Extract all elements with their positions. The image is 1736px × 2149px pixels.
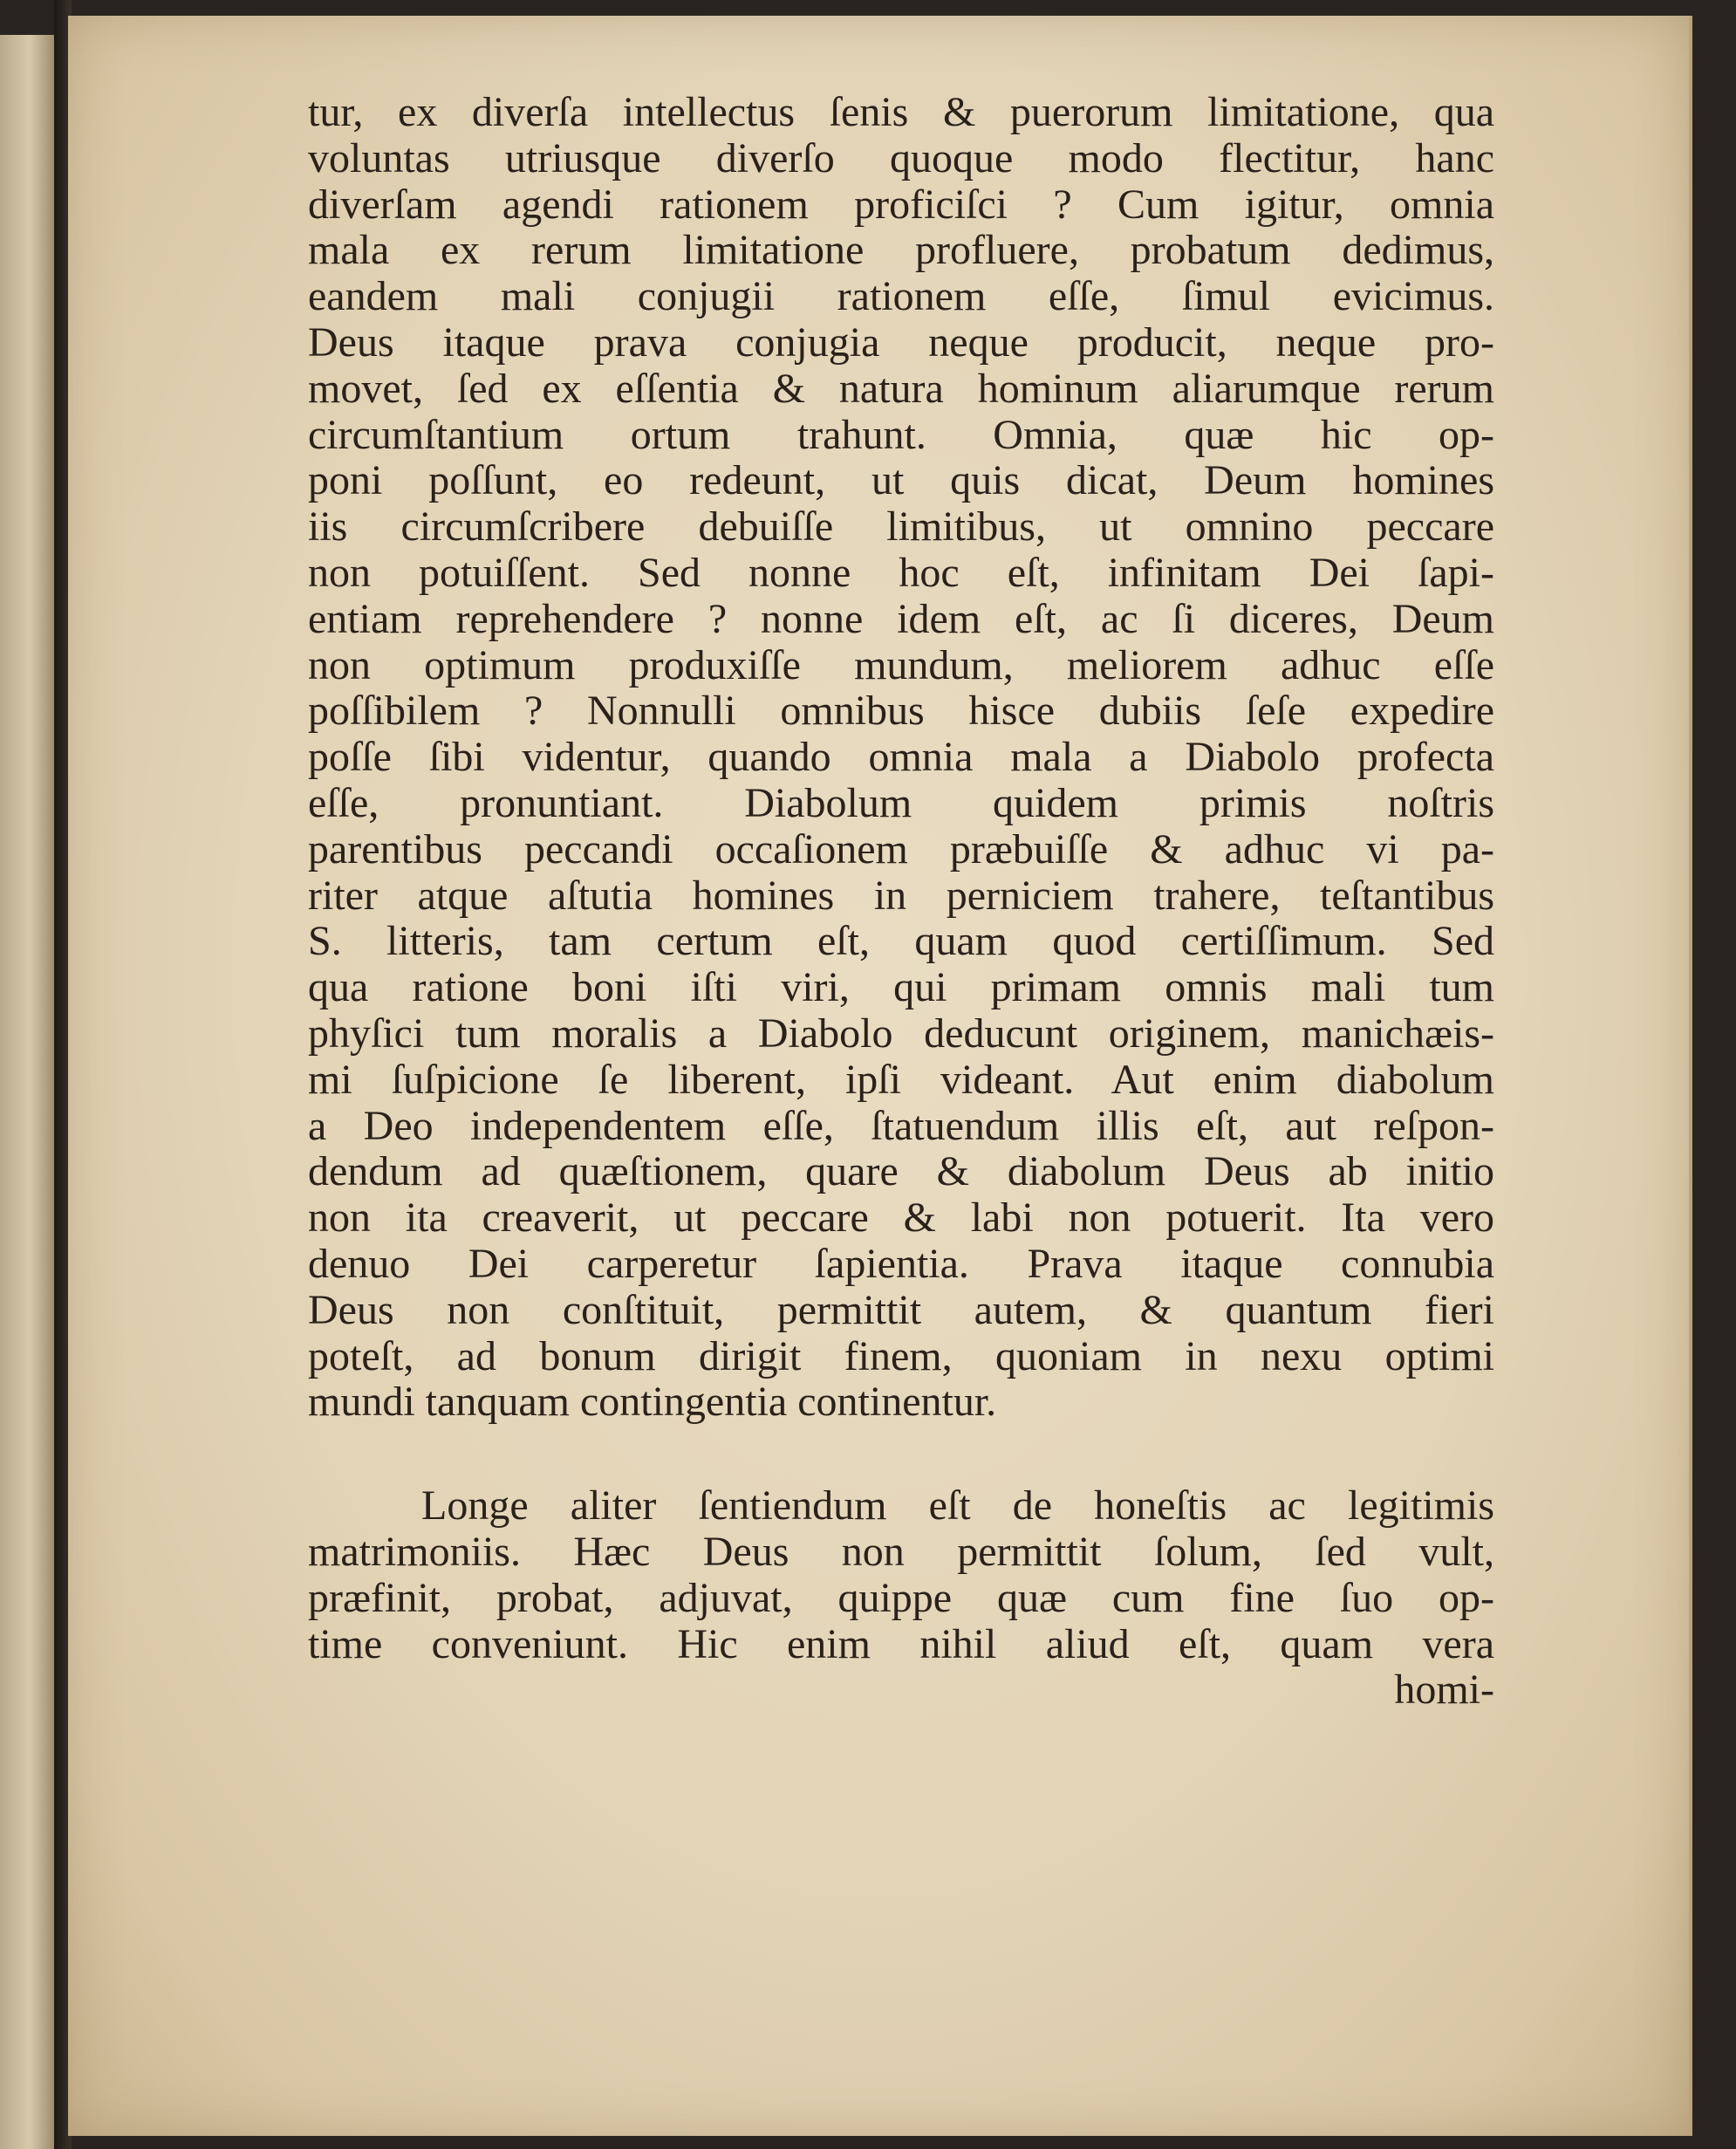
text-line: mala ex rerum limitatione profluere, probatum dedimus, — [308, 228, 1494, 274]
text-line: non ita creaverit, ut peccare & labi non potuerit. Ita vero — [308, 1195, 1494, 1242]
text-line: poſſibilem ? Nonnulli omnibus hisce dubiis ſeſe expedire — [308, 688, 1494, 735]
text-line: non potuiſſent. Sed nonne hoc eſt, infinitam Dei ſapi- — [308, 550, 1494, 596]
text-line: circumſtantium ortum trahunt. Omnia, quæ hic op- — [308, 412, 1494, 458]
text-line: mi ſuſpicione ſe liberent, ipſi videant. Aut enim diabolum — [308, 1057, 1494, 1103]
text-line: iis circumſcribere debuiſſe limitibus, ut omnino peccare — [308, 504, 1494, 551]
text-line: denuo Dei carperetur ſapientia. Prava itaque connubia — [308, 1241, 1494, 1287]
text-line: poteſt, ad bonum dirigit finem, quoniam in nexu optimi — [308, 1333, 1494, 1379]
paragraph-1 — [308, 90, 1494, 1426]
text-line: poni poſſunt, eo redeunt, ut quis dicat, Deum homines — [308, 458, 1494, 504]
text-line: Deus itaque prava conjugia neque producit, neque pro- — [308, 319, 1494, 366]
text-line: matrimoniis. Hæc Deus non permittit ſolum, ſed vult, — [308, 1529, 1494, 1575]
text-line: riter atque aſtutia homines in perniciem trahere, teſtantibus — [308, 873, 1494, 919]
text-line: phyſici tum moralis a Diabolo deducunt originem, manichæis- — [308, 1010, 1494, 1057]
text-line: S. litteris, tam certum eſt, quam quod certiſſimum. Sed — [308, 919, 1494, 965]
text-line: parentibus peccandi occaſionem præbuiſſe & adhuc vi pa- — [308, 826, 1494, 873]
text-line: eſſe, pronuntiant. Diabolum quidem primis noſtris — [308, 780, 1494, 826]
text-line: qua ratione boni iſti viri, qui primam omnis mali tum — [308, 965, 1494, 1011]
text-line: entiam reprehendere ? nonne idem eſt, ac ſi diceres, Deum — [308, 596, 1494, 642]
text-line: Longe aliter ſentiendum eſt de honeſtis ac legitimis — [421, 1483, 1494, 1530]
text-line: poſſe ſibi videntur, quando omnia mala a Diabolo profecta — [308, 735, 1494, 781]
text-line: movet, ſed ex eſſentia & natura hominum aliarumque rerum — [308, 366, 1494, 412]
text-line: non optimum produxiſſe mundum, meliorem adhuc eſſe — [308, 642, 1494, 688]
text-line: eandem mali conjugii rationem eſſe, ſimul evicimus. — [308, 274, 1494, 320]
text-line: time conveniunt. Hic enim nihil aliud eſt, quam vera — [308, 1621, 1494, 1667]
book-page — [68, 16, 1692, 2136]
text-line: voluntas utriusque diverſo quoque modo flectitur, hanc — [308, 135, 1494, 181]
text-line: tur, ex diverſa intellectus ſenis & puerorum limitatione, qua — [308, 90, 1494, 135]
text-line: diverſam agendi rationem proficiſci ? Cum igitur, omnia — [308, 181, 1494, 228]
paragraph-gap — [308, 1426, 1494, 1483]
text-line: præfinit, probat, adjuvat, quippe quæ cum fine ſuo op- — [308, 1575, 1494, 1621]
text-line: Deus non conſtituit, permittit autem, & quantum fieri — [308, 1287, 1494, 1333]
text-line: dendum ad quæſtionem, quare & diabolum Deus ab initio — [308, 1149, 1494, 1195]
text-line: mundi tanquam contingentia continentur. — [308, 1379, 997, 1426]
left-page-edge — [0, 35, 57, 2149]
body-text — [308, 90, 1494, 1714]
catchword: homi- — [1394, 1667, 1494, 1714]
text-line: a Deo independentem eſſe, ſtatuendum illis eſt, aut reſpon- — [308, 1103, 1494, 1149]
paragraph-2 — [308, 1483, 1494, 1714]
